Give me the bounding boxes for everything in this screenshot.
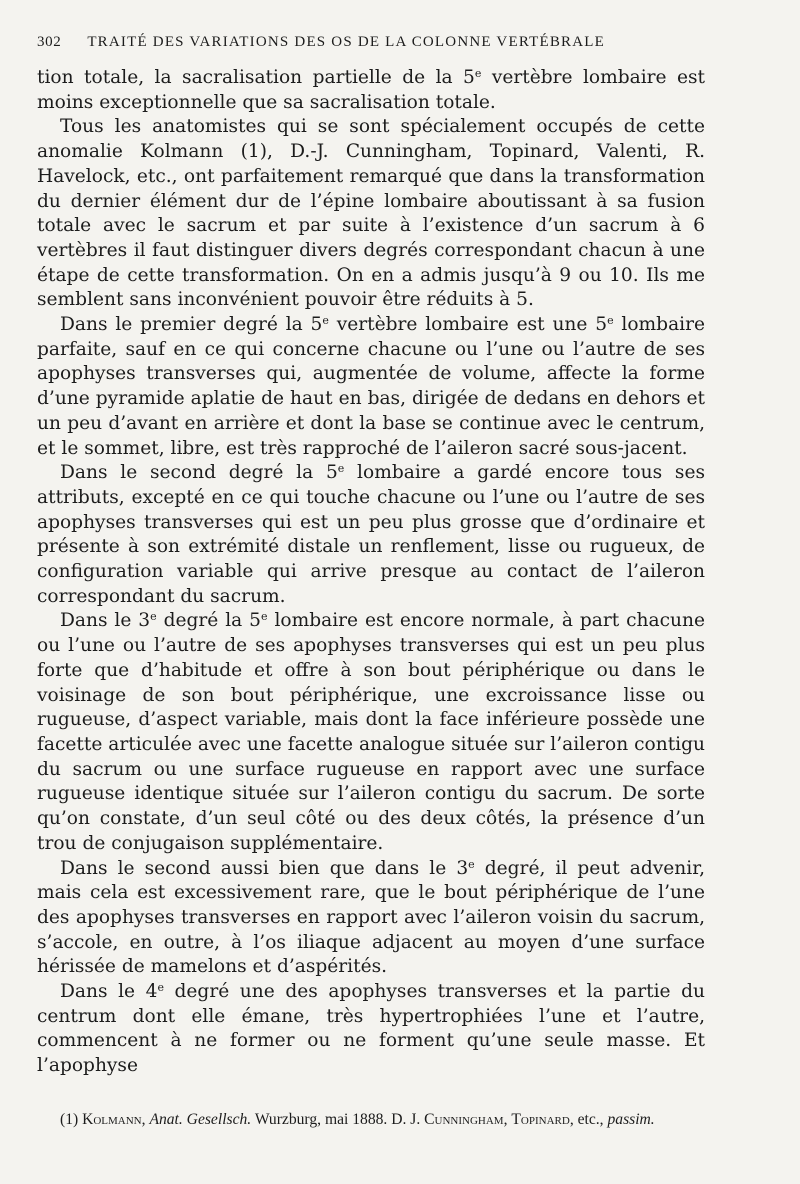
footnote-paragraph: (1) Kolmann, Anat. Gesellsch. Wurzburg, mai 1888. D. J. Cunningham, Topinard, etc., passim. bbox=[60, 1111, 655, 1128]
paragraph-text: Dans le premier degré la 5 bbox=[60, 314, 323, 336]
paragraph-text: degré la 5 bbox=[156, 610, 261, 632]
footnote-passim: passim. bbox=[607, 1111, 655, 1128]
footnote bbox=[37, 1108, 705, 1132]
ordinal-superscript: e bbox=[150, 610, 157, 624]
ordinal-superscript: e bbox=[261, 610, 268, 624]
paragraph-text: Dans le 4 bbox=[60, 981, 158, 1003]
ordinal-superscript: e bbox=[468, 857, 475, 871]
ordinal-superscript: e bbox=[607, 314, 614, 328]
paragraph-text: vertèbre lombaire est une 5 bbox=[328, 314, 608, 336]
footnote-marker: (1) bbox=[60, 1111, 79, 1128]
paragraph-text: Dans le second aussi bien que dans le 3 bbox=[60, 857, 469, 879]
body-text bbox=[37, 66, 705, 1079]
paragraph-text: vertèbre lombaire est moins exceptionnelle que sa sacralisation totale. bbox=[37, 67, 705, 113]
running-title: TRAITÉ DES VARIATIONS DES OS DE LA COLONNE VERTÉBRALE bbox=[87, 34, 606, 50]
paragraph-text: Dans le 3 bbox=[60, 610, 151, 632]
body-paragraph bbox=[37, 980, 705, 1079]
ordinal-superscript: e bbox=[337, 462, 345, 476]
paragraph-text: degré, il peut advenir, mais cela est excessivement rare, que le bout périphérique de l’une des apophyses transverses en rapport avec l’aileron voisin du sacrum, s’accole, en outre, à l’os iliaque adjacent au moyen d’une surface hérissée de mamelons et d’aspérités. bbox=[37, 857, 705, 978]
paragraph-text: lombaire parfaite, sauf en ce qui concerne chacune ou l’une ou l’autre de ses apophyses transverses qui, augmentée de volume, affecte la forme d’une pyramide aplatie de haut en bas, dirigée de dedans en dehors et un peu d’avant en arrière et dont la base se continue avec le centrum, et le sommet, libre, est très rapproché de l’aileron sacré sous-jacent. bbox=[37, 314, 706, 459]
paragraph-text: degré une des apophyses transverses et la partie du centrum dont elle émane, très hypertrophiées l’une et l’autre, commencent à ne former ou ne forment qu’une seule masse. Et l’apophyse bbox=[37, 981, 705, 1077]
ordinal-superscript: e bbox=[474, 67, 482, 80]
body-paragraph bbox=[37, 66, 705, 115]
footnote-divider bbox=[37, 1098, 705, 1099]
running-head bbox=[37, 34, 647, 51]
paragraph-text: lombaire a gardé encore tous ses attributs, excepté en ce qui touche chacune ou l’une ou l’autre de ses apophyses transverses qui est un peu plus grosse que d’ordinaire et présente à son extrémité distale un renflement, lisse ou rugueux, de configuration variable qui arrive presque au contact de l’aileron correspondant du sacrum. bbox=[37, 462, 706, 607]
body-paragraph bbox=[37, 313, 705, 461]
ordinal-superscript: e bbox=[157, 981, 164, 995]
paragraph-text: lombaire est encore normale, à part chacune ou l’une ou l’autre de ses apophyses transverses qui est un peu plus forte que d’habitude et offre à son bout périphérique ou dans le voisinage de son bout périphérique, une excroissance lisse ou rugueuse, d’aspect variable, mais dont la face inférieure possède une facette articulée avec une facette analogue située sur l’aileron contigu du sacrum ou une surface rugueuse en rapport avec une surface rugueuse identique située sur l’aileron contigu du sacrum. De sorte qu’on constate, d’un seul côté ou des deux côtés, la présence d’un trou de conjugaison supplémentaire. bbox=[37, 610, 705, 854]
body-paragraph bbox=[37, 461, 705, 609]
body-paragraph bbox=[37, 115, 705, 313]
body-paragraph bbox=[37, 857, 705, 981]
paragraph-text: Dans le second degré la 5 bbox=[60, 462, 338, 484]
ordinal-superscript: e bbox=[322, 314, 329, 328]
page-number: 302 bbox=[37, 34, 62, 50]
body-paragraph bbox=[37, 609, 705, 856]
footnote-journal: Anat. Gesellsch. bbox=[149, 1111, 252, 1128]
paragraph-text: Tous les anatomistes qui se sont spécialement occupés de cette anomalie Kolmann (1), D.-J. Cunningham, Topinard, Valenti, R. Havelock, etc., ont parfaitement remarqué que dans la transformation du dernier élément dur de l’épine lombaire aboutissant à sa fusion totale avec le sacrum et par suite à l’existence d’un sacrum à 6 vertèbres il faut distinguer divers degrés correspondant chacun à une étape de cette transformation. On en a admis jusqu’à 9 ou 10. Ils me semblent sans inconvénient pouvoir être réduits à 5. bbox=[37, 116, 705, 311]
paragraph-text: tion totale, la sacralisation partielle de la 5 bbox=[37, 67, 475, 88]
footnote-author: Topinard bbox=[511, 1111, 570, 1128]
footnote-author: Cunningham bbox=[424, 1111, 504, 1128]
footnote-author: Kolmann bbox=[82, 1111, 142, 1128]
